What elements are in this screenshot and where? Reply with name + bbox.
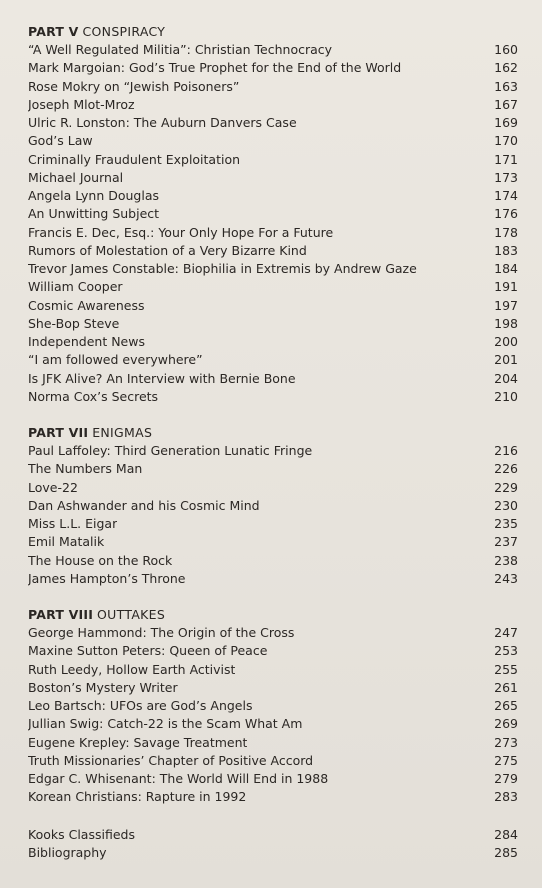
entry-title: The Numbers Man: [28, 461, 143, 477]
entry-title: Is JFK Alive? An Interview with Bernie Bone: [28, 370, 296, 386]
entry-page-number: 176: [494, 206, 518, 222]
entry-title: Edgar C. Whisenant: The World Will End in 1988: [28, 771, 329, 786]
entry-page-number: 198: [494, 315, 518, 331]
toc-entry: [28, 333, 518, 351]
entry-title: Maxine Sutton Peters: Queen of Peace: [28, 643, 268, 659]
entry-title: Kooks Classifieds: [28, 827, 135, 842]
entry-title: The House on the Rock: [28, 552, 173, 568]
entry-page-number: 201: [494, 352, 518, 368]
entry-page-number: 216: [494, 443, 518, 458]
entry-page-number: 283: [494, 789, 518, 805]
toc-entry: [28, 224, 518, 242]
entry-title: Dan Ashwander and his Cosmic Mind: [28, 497, 260, 513]
entry-page-number: 269: [494, 716, 518, 732]
toc-entry: [28, 297, 518, 315]
part-title: OUTTAKES: [97, 607, 166, 622]
entry-page-number: 162: [494, 60, 518, 76]
toc-entry: [28, 752, 518, 770]
entry-page-number: 253: [494, 643, 518, 659]
entry-page-number: 247: [494, 625, 518, 640]
entry-title: James Hampton’s Throne: [28, 570, 186, 586]
entry-page-number: 279: [494, 771, 518, 786]
entry-page-number: 284: [494, 827, 518, 842]
toc-entry: [28, 479, 518, 497]
entry-page-number: 184: [494, 261, 518, 276]
toc-entry: [28, 351, 518, 369]
entry-page-number: 243: [494, 570, 518, 586]
toc-entry: [28, 96, 518, 114]
toc-entry: [28, 114, 518, 132]
entry-page-number: 163: [494, 78, 518, 94]
entry-title: Cosmic Awareness: [28, 297, 145, 313]
entry-page-number: 273: [494, 734, 518, 750]
entry-title: Ulric R. Lonston: The Auburn Danvers Case: [28, 115, 297, 130]
section-part-viii: [28, 606, 518, 807]
back-matter: [28, 826, 518, 863]
toc-entry: [28, 826, 518, 844]
entry-title: Francis E. Dec, Esq.: Your Only Hope For a Future: [28, 224, 334, 240]
toc-entry: [28, 315, 518, 333]
toc-entries: [28, 41, 518, 406]
entry-page-number: 170: [494, 133, 518, 149]
entry-title: George Hammond: The Origin of the Cross: [28, 625, 295, 640]
toc-entry: [28, 41, 518, 59]
section-heading: [28, 424, 518, 442]
toc-entry: [28, 205, 518, 223]
part-number: PART V: [28, 24, 79, 39]
entry-page-number: 235: [494, 516, 518, 531]
toc-entry: [28, 260, 518, 278]
section-heading: [28, 606, 518, 624]
entry-title: Criminally Fraudulent Exploitation: [28, 151, 241, 167]
toc-entries: [28, 442, 518, 588]
entry-title: Love-22: [28, 479, 78, 495]
toc-entry: [28, 533, 518, 551]
toc-entry: [28, 497, 518, 515]
toc-entry: [28, 169, 518, 187]
toc-entry: [28, 642, 518, 660]
toc-entry: [28, 151, 518, 169]
toc-entry: [28, 570, 518, 588]
entry-title: “I am followed everywhere”: [28, 352, 203, 368]
entry-title: Emil Matalik: [28, 534, 105, 550]
toc-entry: [28, 59, 518, 77]
toc-entry: [28, 697, 518, 715]
toc-entry: [28, 242, 518, 260]
toc-entry: [28, 388, 518, 406]
entry-title: Rose Mokry on “Jewish Poisoners”: [28, 78, 240, 94]
entry-page-number: 226: [494, 461, 518, 477]
entry-title: Eugene Krepley: Savage Treatment: [28, 734, 248, 750]
entry-page-number: 169: [494, 115, 518, 130]
toc-entry: [28, 715, 518, 733]
toc-entry: [28, 788, 518, 806]
entry-page-number: 229: [494, 479, 518, 495]
entry-page-number: 237: [494, 534, 518, 550]
entry-title: Ruth Leedy, Hollow Earth Activist: [28, 661, 236, 677]
entry-title: Leo Bartsch: UFOs are God’s Angels: [28, 698, 253, 713]
toc-entries: [28, 826, 518, 863]
toc-entry: [28, 844, 518, 862]
part-title: ENIGMAS: [92, 425, 153, 440]
entry-title: Trevor James Constable: Biophilia in Extremis by Andrew Gaze: [28, 261, 417, 276]
entry-title: God’s Law: [28, 133, 93, 149]
entry-title: William Cooper: [28, 279, 123, 295]
entry-page-number: 238: [494, 552, 518, 568]
entry-title: Boston’s Mystery Writer: [28, 679, 178, 695]
entry-page-number: 167: [494, 96, 518, 112]
part-number: PART VIII: [28, 607, 94, 622]
toc-entry: [28, 679, 518, 697]
toc-entry: [28, 624, 518, 642]
entry-page-number: 160: [494, 42, 518, 57]
entry-title: Bibliography: [28, 845, 107, 861]
entry-title: Miss L.L. Eigar: [28, 516, 118, 531]
toc-entry: [28, 734, 518, 752]
entry-page-number: 200: [494, 334, 518, 349]
entry-page-number: 285: [494, 845, 518, 861]
entry-title: Joseph Mlot-Mroz: [28, 96, 135, 112]
entry-page-number: 230: [494, 497, 518, 513]
toc-entry: [28, 132, 518, 150]
entry-page-number: 174: [494, 188, 518, 203]
toc-entries: [28, 624, 518, 807]
toc-entry: [28, 78, 518, 96]
entry-title: She-Bop Steve: [28, 315, 120, 331]
entry-title: Rumors of Molestation of a Very Bizarre Kind: [28, 242, 307, 258]
entry-title: Korean Christians: Rapture in 1992: [28, 789, 247, 805]
entry-page-number: 204: [494, 370, 518, 386]
entry-title: Norma Cox’s Secrets: [28, 388, 159, 404]
entry-page-number: 191: [494, 279, 518, 295]
entry-title: “A Well Regulated Militia”: Christian Technocracy: [28, 42, 333, 57]
entry-page-number: 210: [494, 388, 518, 404]
entry-title: Angela Lynn Douglas: [28, 188, 160, 203]
entry-title: Truth Missionaries’ Chapter of Positive Accord: [28, 752, 314, 768]
entry-page-number: 178: [494, 224, 518, 240]
toc-entry: [28, 515, 518, 533]
toc-entry: [28, 187, 518, 205]
entry-page-number: 197: [494, 297, 518, 313]
entry-title: Paul Laffoley: Third Generation Lunatic Fringe: [28, 443, 313, 458]
toc-entry: [28, 370, 518, 388]
toc-entry: [28, 460, 518, 478]
entry-page-number: 255: [494, 661, 518, 677]
section-part-vii: [28, 424, 518, 588]
entry-page-number: 183: [494, 242, 518, 258]
entry-title: An Unwitting Subject: [28, 206, 160, 222]
entry-title: Jullian Swig: Catch-22 is the Scam What Am: [28, 716, 303, 732]
toc-entry: [28, 442, 518, 460]
entry-page-number: 265: [494, 698, 518, 713]
entry-title: Michael Journal: [28, 169, 124, 185]
entry-title: Independent News: [28, 334, 145, 349]
entry-page-number: 171: [494, 151, 518, 167]
toc-entry: [28, 661, 518, 679]
section-heading: [28, 23, 518, 41]
entry-page-number: 275: [494, 752, 518, 768]
entry-page-number: 173: [494, 169, 518, 185]
section-part-v: [28, 23, 518, 406]
entry-page-number: 261: [494, 679, 518, 695]
part-number: PART VII: [28, 425, 89, 440]
part-title: CONSPIRACY: [82, 24, 166, 39]
toc-entry: [28, 552, 518, 570]
entry-title: Mark Margoian: God’s True Prophet for the End of the World: [28, 60, 402, 76]
toc-entry: [28, 278, 518, 296]
toc-entry: [28, 770, 518, 788]
